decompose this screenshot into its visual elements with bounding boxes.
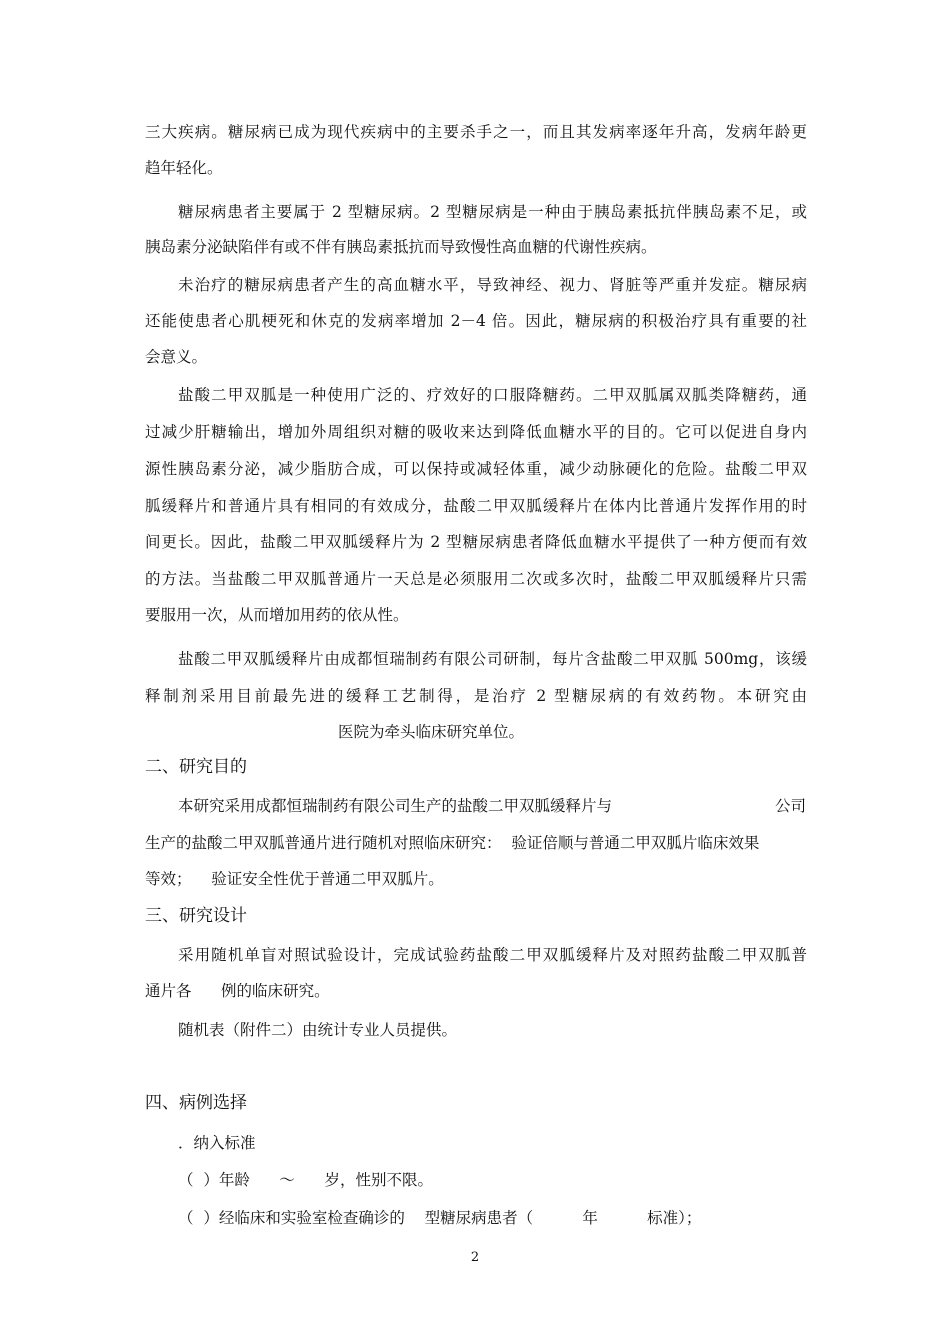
metformin-line-3: 源性胰岛素分泌，减少脂肪合成，可以保持或减轻体重，减少动脉硬化的危险。盐酸二甲双 bbox=[145, 460, 807, 478]
metformin-line-5: 间更长。因此，盐酸二甲双胍缓释片为 2 型糖尿病患者降低血糖水平提供了一种方便而有效 bbox=[145, 533, 807, 551]
metformin-line-4: 胍缓释片和普通片具有相同的有效成分，盐酸二甲双胍缓释片在体内比普通片发挥作用的时 bbox=[145, 497, 807, 515]
section-4-item-1: （ ）年龄 ～ 岁，性别不限。 bbox=[178, 1171, 433, 1189]
type2-line-2: 胰岛素分泌缺陷伴有或不伴有胰岛素抵抗而导致慢性高血糖的代谢性疾病。 bbox=[145, 238, 657, 256]
section-2-line-1-left: 本研究采用成都恒瑞制药有限公司生产的盐酸二甲双胍缓释片与 bbox=[178, 797, 613, 815]
complications-line-3: 会意义。 bbox=[145, 348, 208, 366]
metformin-line-1: 盐酸二甲双胍是一种使用广泛的、疗效好的口服降糖药。二甲双胍属双胍类降糖药，通 bbox=[178, 386, 807, 404]
section-4-subheading: ．纳入标准 bbox=[178, 1134, 256, 1152]
intro-line-2: 趋年轻化。 bbox=[145, 159, 223, 177]
metformin-line-2: 过减少肝糖输出，增加外周组织对糖的吸收来达到降低血糖水平的目的。它可以促进自身内 bbox=[145, 423, 807, 441]
section-4-heading: 四、病例选择 bbox=[145, 1093, 247, 1113]
section-2-line-2: 生产的盐酸二甲双胍普通片进行随机对照临床研究： 验证倍顺与普通二甲双胍片临床效果 bbox=[145, 834, 760, 852]
section-3-line-2: 通片各 例的临床研究。 bbox=[145, 982, 330, 1000]
intro-line-1: 三大疾病。糖尿病已成为现代疾病中的主要杀手之一，而且其发病率逐年升高，发病年龄更 bbox=[145, 123, 807, 141]
section-3-heading: 三、研究设计 bbox=[145, 906, 247, 926]
section-2-line-3: 等效； 验证安全性优于普通二甲双胍片。 bbox=[145, 870, 444, 888]
metformin-line-7: 要服用一次，从而增加用药的依从性。 bbox=[145, 606, 409, 624]
product-line-1: 盐酸二甲双胍缓释片由成都恒瑞制药有限公司研制，每片含盐酸二甲双胍 500mg，该缓 bbox=[178, 650, 807, 668]
complications-line-2: 还能使患者心肌梗死和休克的发病率增加 2－4 倍。因此，糖尿病的积极治疗具有重要的社 bbox=[145, 312, 807, 330]
complications-line-1: 未治疗的糖尿病患者产生的高血糖水平，导致神经、视力、肾脏等严重并发症。糖尿病 bbox=[178, 276, 807, 294]
section-3-line-3: 随机表（附件二）由统计专业人员提供。 bbox=[178, 1021, 458, 1039]
section-2-heading: 二、研究目的 bbox=[145, 757, 247, 777]
section-3-line-1: 采用随机单盲对照试验设计，完成试验药盐酸二甲双胍缓释片及对照药盐酸二甲双胍普 bbox=[178, 946, 807, 964]
product-line-2: 释制剂采用目前最先进的缓释工艺制得，是治疗 2 型糖尿病的有效药物。本研究由 bbox=[145, 687, 807, 705]
section-4-item-2: （ ）经临床和实验室检查确诊的 型糖尿病患者（ 年 标准）； bbox=[178, 1209, 702, 1227]
page-number: 2 bbox=[470, 1250, 480, 1265]
type2-line-1: 糖尿病患者主要属于 2 型糖尿病。2 型糖尿病是一种由于胰岛素抵抗伴胰岛素不足，或 bbox=[178, 203, 807, 221]
section-2-line-1-right: 公司 bbox=[775, 797, 807, 815]
metformin-line-6: 的方法。当盐酸二甲双胍普通片一天总是必须服用二次或多次时，盐酸二甲双胍缓释片只需 bbox=[145, 570, 807, 588]
product-line-3: 医院为牵头临床研究单位。 bbox=[338, 723, 525, 741]
